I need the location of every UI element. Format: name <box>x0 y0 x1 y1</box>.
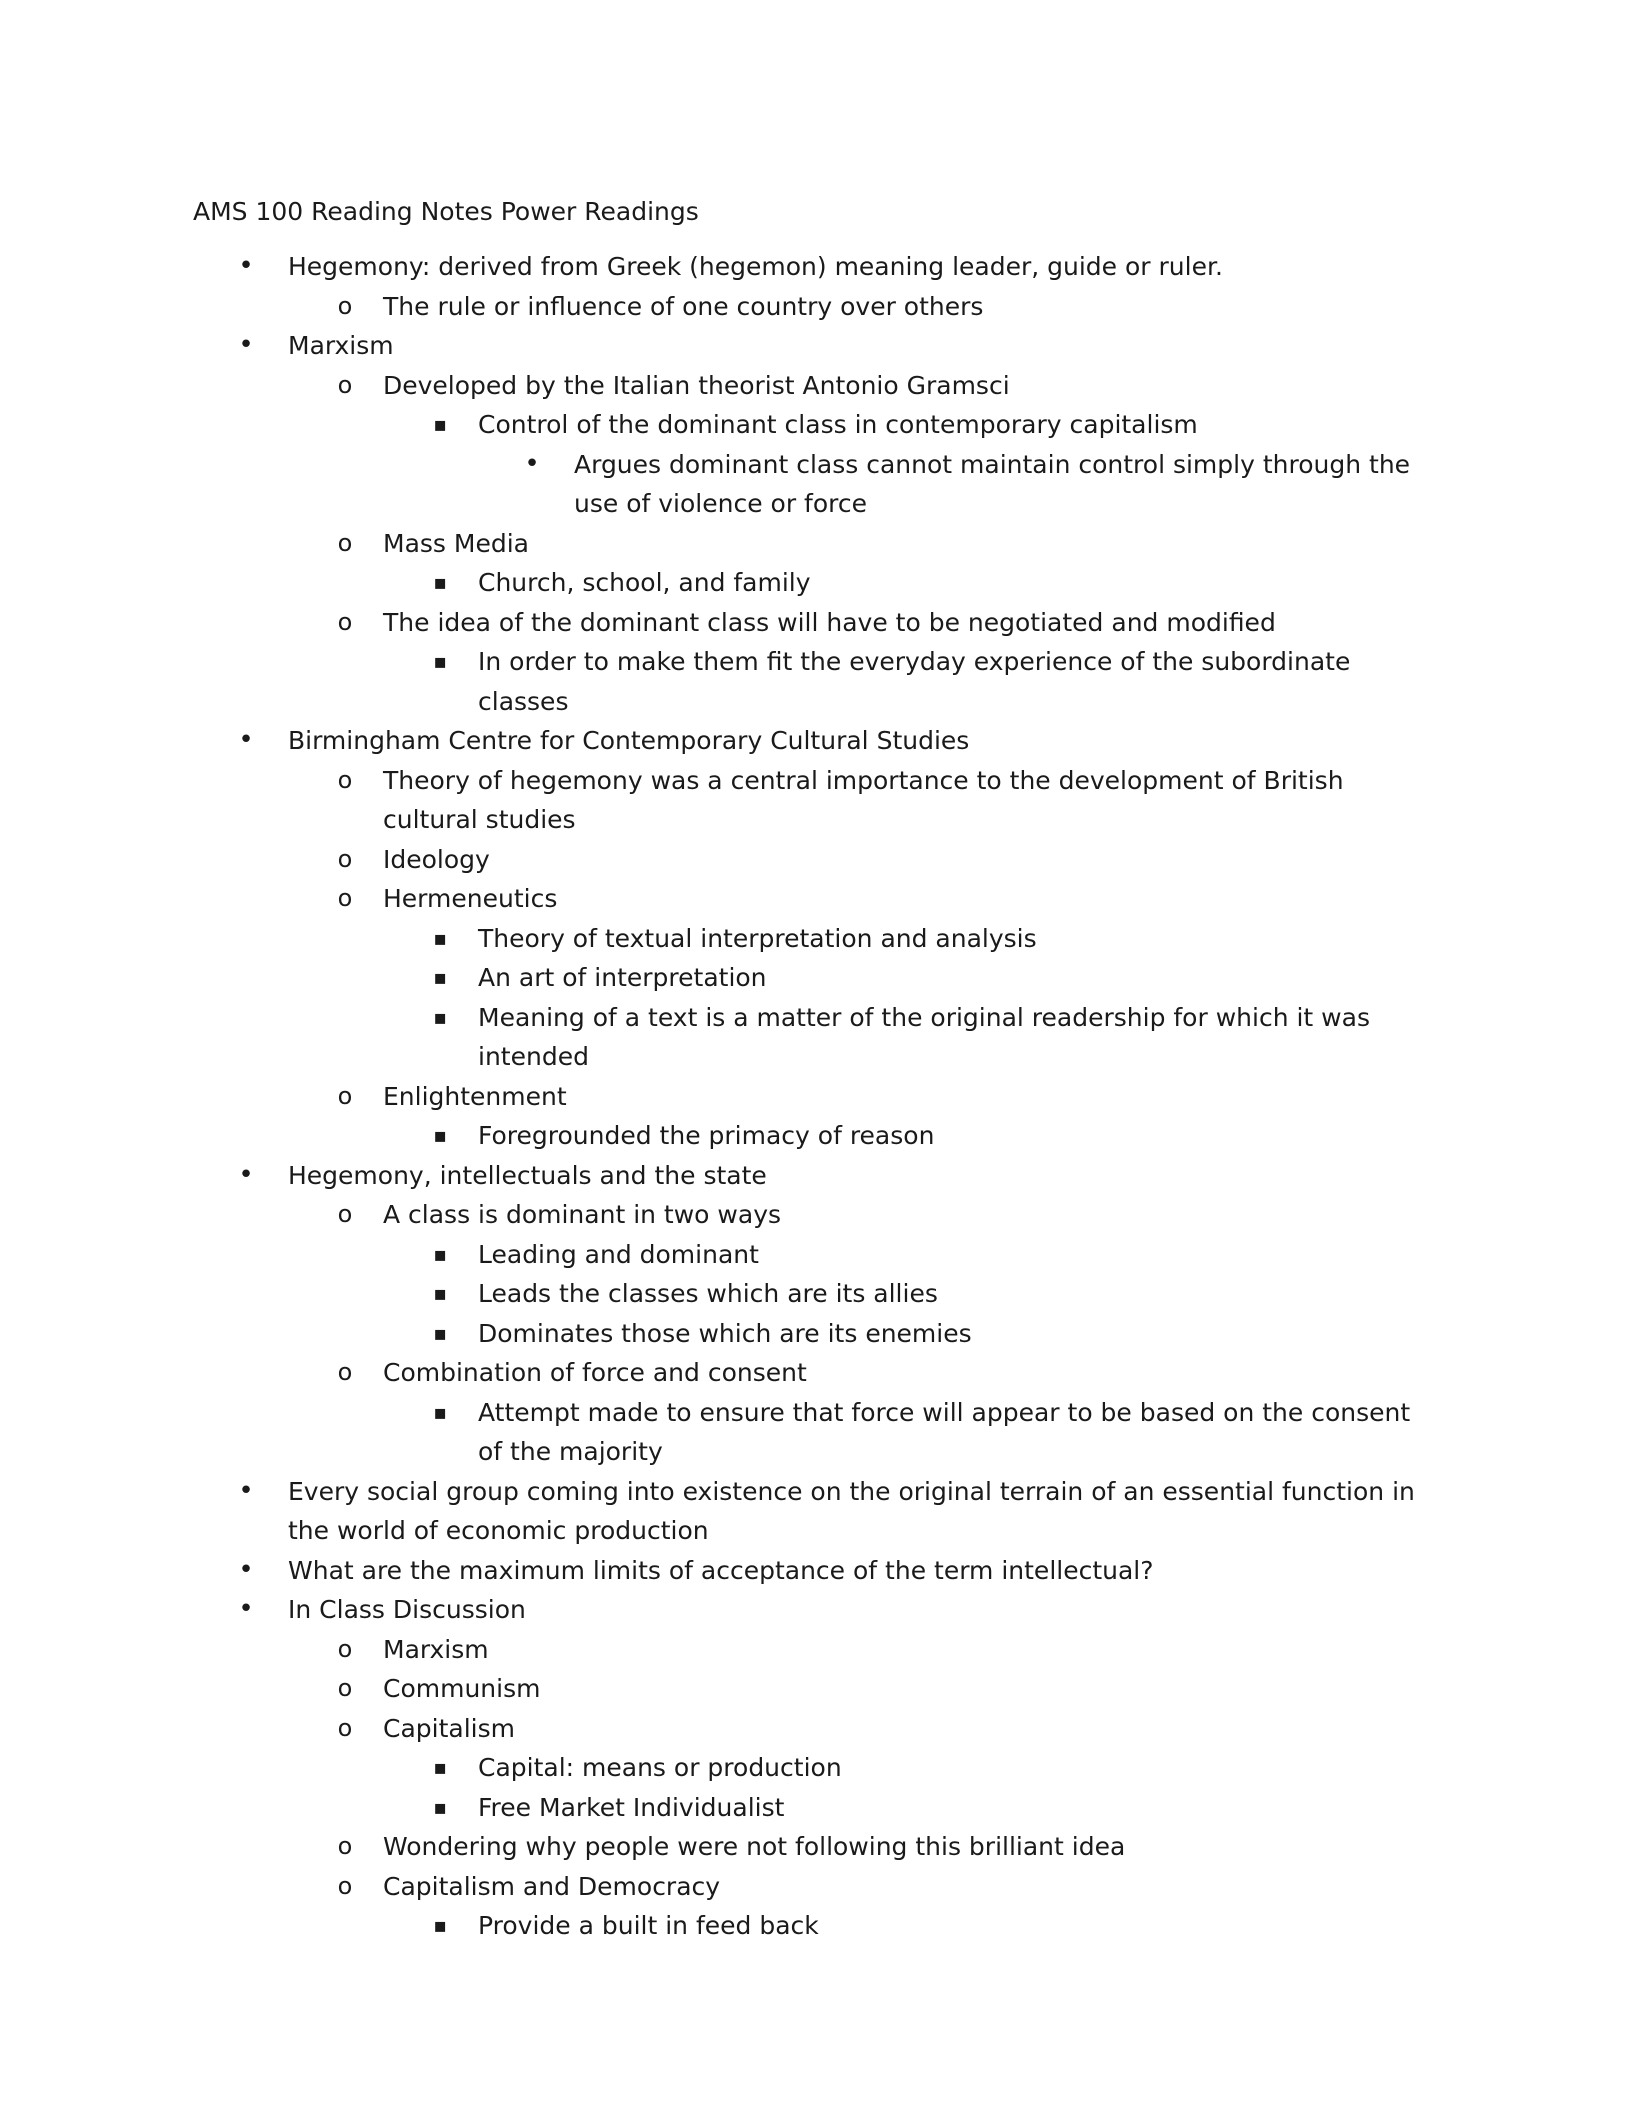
outline-item-level-1 <box>0 1156 1640 1196</box>
outline-item-text: Hegemony: derived from Greek (hegemon) meaning leader, guide or ruler. <box>288 252 1223 281</box>
outline-item-text: Dominates those which are its enemies <box>478 1318 972 1348</box>
outline-item-text: Theory of textual interpretation and analysis <box>478 923 1037 953</box>
outline-item-level-2 <box>0 1353 1640 1393</box>
outline-item-text: Hermeneutics <box>383 884 558 913</box>
outline-item-level-2 <box>0 1709 1640 1749</box>
outline-item-text: Birmingham Centre for Contemporary Cultural Studies <box>288 726 970 755</box>
outline-item-level-2 <box>0 1077 1640 1117</box>
bullet-marker-icon: ▪ <box>433 1241 447 1266</box>
bullet-marker-icon: ▪ <box>433 1320 447 1345</box>
outline-item-text: Meaning of a text is a matter of the original readership for which it was intended <box>478 1002 1370 1071</box>
outline-item-text: Wondering why people were not following this brilliant idea <box>383 1832 1126 1861</box>
outline-item-text: The idea of the dominant class will have to be negotiated and modified <box>383 607 1276 637</box>
outline-item-level-2 <box>0 287 1640 327</box>
bullet-marker-icon: ▪ <box>433 965 447 989</box>
bullet-marker-icon: o <box>337 1634 353 1663</box>
outline-item-level-2 <box>0 366 1640 406</box>
bullet-marker-icon: • <box>238 1159 254 1190</box>
outline-item-text: Combination of force and consent <box>383 1358 807 1387</box>
outline-item-level-3 <box>0 1274 1640 1314</box>
page-title: AMS 100 Reading Notes Power Readings <box>193 197 699 226</box>
bullet-marker-icon: • <box>524 448 540 479</box>
bullet-marker-icon: ▪ <box>433 570 447 594</box>
bullet-marker-icon: o <box>337 528 353 557</box>
bullet-marker-icon: ▪ <box>433 1281 447 1305</box>
outline-item-text: Every social group coming into existence on the original terrain of an essential function in the world of economic production <box>288 1476 1415 1545</box>
bullet-marker-icon: ▪ <box>433 1755 447 1779</box>
outline-item-level-2 <box>0 1630 1640 1670</box>
bullet-marker-icon: • <box>238 330 254 360</box>
bullet-marker-icon: o <box>337 291 353 320</box>
outline-item-level-3 <box>0 919 1640 959</box>
outline-item-text: Capital: means or production <box>478 1753 842 1782</box>
bullet-marker-icon: o <box>337 844 353 873</box>
bullet-marker-icon: o <box>337 765 353 794</box>
outline-item-level-2 <box>0 1827 1640 1867</box>
outline-item-text: Marxism <box>383 1634 489 1664</box>
outline-item-text: Communism <box>383 1674 541 1703</box>
outline-item-text: Ideology <box>383 844 490 874</box>
bullet-marker-icon: o <box>337 1832 353 1860</box>
outline-item-text: Leading and dominant <box>478 1239 759 1269</box>
bullet-marker-icon: o <box>337 1358 353 1386</box>
bullet-marker-icon: ▪ <box>433 412 447 436</box>
outline-item-text: Control of the dominant class in contemporary capitalism <box>478 410 1198 439</box>
outline-item-text: Provide a built in feed back <box>478 1911 819 1940</box>
outline-item-text: Leads the classes which are its allies <box>478 1279 938 1308</box>
outline-item-text: Enlightenment <box>383 1081 567 1111</box>
outline-item-level-2 <box>0 1669 1640 1709</box>
outline-item-level-1 <box>0 326 1640 366</box>
outline-item-level-2 <box>0 840 1640 880</box>
outline-item-level-1 <box>0 1590 1640 1630</box>
outline-item-text: In Class Discussion <box>288 1595 526 1624</box>
outline-item-level-1 <box>0 1472 1640 1551</box>
outline-item-level-3 <box>0 1906 1640 1946</box>
notes-outline <box>0 247 1640 1946</box>
bullet-marker-icon: o <box>337 1713 353 1742</box>
outline-item-level-1 <box>0 247 1640 287</box>
bullet-marker-icon: ▪ <box>433 1794 447 1819</box>
outline-item-text: Church, school, and family <box>478 568 811 597</box>
bullet-marker-icon: o <box>337 1200 353 1228</box>
bullet-marker-icon: o <box>337 1871 353 1900</box>
outline-item-text: Foregrounded the primacy of reason <box>478 1121 935 1150</box>
outline-item-text: Attempt made to ensure that force will appear to be based on the consent of the majority <box>478 1397 1411 1466</box>
outline-item-text: An art of interpretation <box>478 963 767 992</box>
outline-item-text: Free Market Individualist <box>478 1792 785 1822</box>
outline-item-text: Capitalism and Democracy <box>383 1871 721 1901</box>
bullet-marker-icon: ▪ <box>433 1913 447 1937</box>
bullet-marker-icon: • <box>238 1554 254 1585</box>
outline-item-text: In order to make them fit the everyday experience of the subordinate classes <box>478 647 1351 716</box>
outline-item-level-3 <box>0 563 1640 603</box>
bullet-marker-icon: • <box>238 725 254 755</box>
outline-item-level-2 <box>0 1195 1640 1235</box>
outline-item-level-1 <box>0 721 1640 761</box>
bullet-marker-icon: • <box>238 251 254 281</box>
bullet-marker-icon: o <box>337 1674 353 1702</box>
bullet-marker-icon: ▪ <box>433 925 447 950</box>
bullet-marker-icon: ▪ <box>433 649 447 673</box>
outline-item-level-3 <box>0 405 1640 445</box>
outline-item-text: Developed by the Italian theorist Antonio Gramsci <box>383 370 1010 400</box>
outline-item-level-3 <box>0 1314 1640 1354</box>
outline-item-text: Argues dominant class cannot maintain control simply through the use of violence or force <box>574 449 1411 518</box>
bullet-marker-icon: o <box>337 370 353 399</box>
outline-item-text: A class is dominant in two ways <box>383 1200 782 1229</box>
outline-item-text: The rule or influence of one country over others <box>383 291 984 321</box>
bullet-marker-icon: • <box>238 1594 254 1624</box>
outline-item-level-3 <box>0 1788 1640 1828</box>
outline-item-level-3 <box>0 1393 1640 1472</box>
outline-item-level-3 <box>0 642 1640 721</box>
outline-item-text: Marxism <box>288 331 394 360</box>
outline-item-text: Mass Media <box>383 528 529 558</box>
outline-item-level-3 <box>0 1116 1640 1156</box>
outline-item-level-1 <box>0 1551 1640 1591</box>
outline-item-level-3 <box>0 1235 1640 1275</box>
outline-item-text: Capitalism <box>383 1713 515 1743</box>
outline-item-text: Hegemony, intellectuals and the state <box>288 1160 767 1190</box>
bullet-marker-icon: ▪ <box>433 1123 447 1147</box>
outline-item-level-2 <box>0 524 1640 564</box>
bullet-marker-icon: • <box>238 1475 254 1506</box>
outline-item-level-3 <box>0 998 1640 1077</box>
outline-item-text: Theory of hegemony was a central importance to the development of British cultural studies <box>383 765 1344 834</box>
outline-item-level-4 <box>0 445 1640 524</box>
bullet-marker-icon: o <box>337 1081 353 1110</box>
outline-item-level-2 <box>0 761 1640 840</box>
bullet-marker-icon: o <box>337 607 353 636</box>
bullet-marker-icon: o <box>337 884 353 912</box>
bullet-marker-icon: ▪ <box>433 1004 447 1029</box>
outline-item-level-2 <box>0 1867 1640 1907</box>
outline-item-level-3 <box>0 1748 1640 1788</box>
outline-item-level-3 <box>0 958 1640 998</box>
bullet-marker-icon: ▪ <box>433 1399 447 1424</box>
outline-item-text: What are the maximum limits of acceptance of the term intellectual? <box>288 1555 1154 1585</box>
outline-item-level-2 <box>0 603 1640 643</box>
outline-item-level-2 <box>0 879 1640 919</box>
